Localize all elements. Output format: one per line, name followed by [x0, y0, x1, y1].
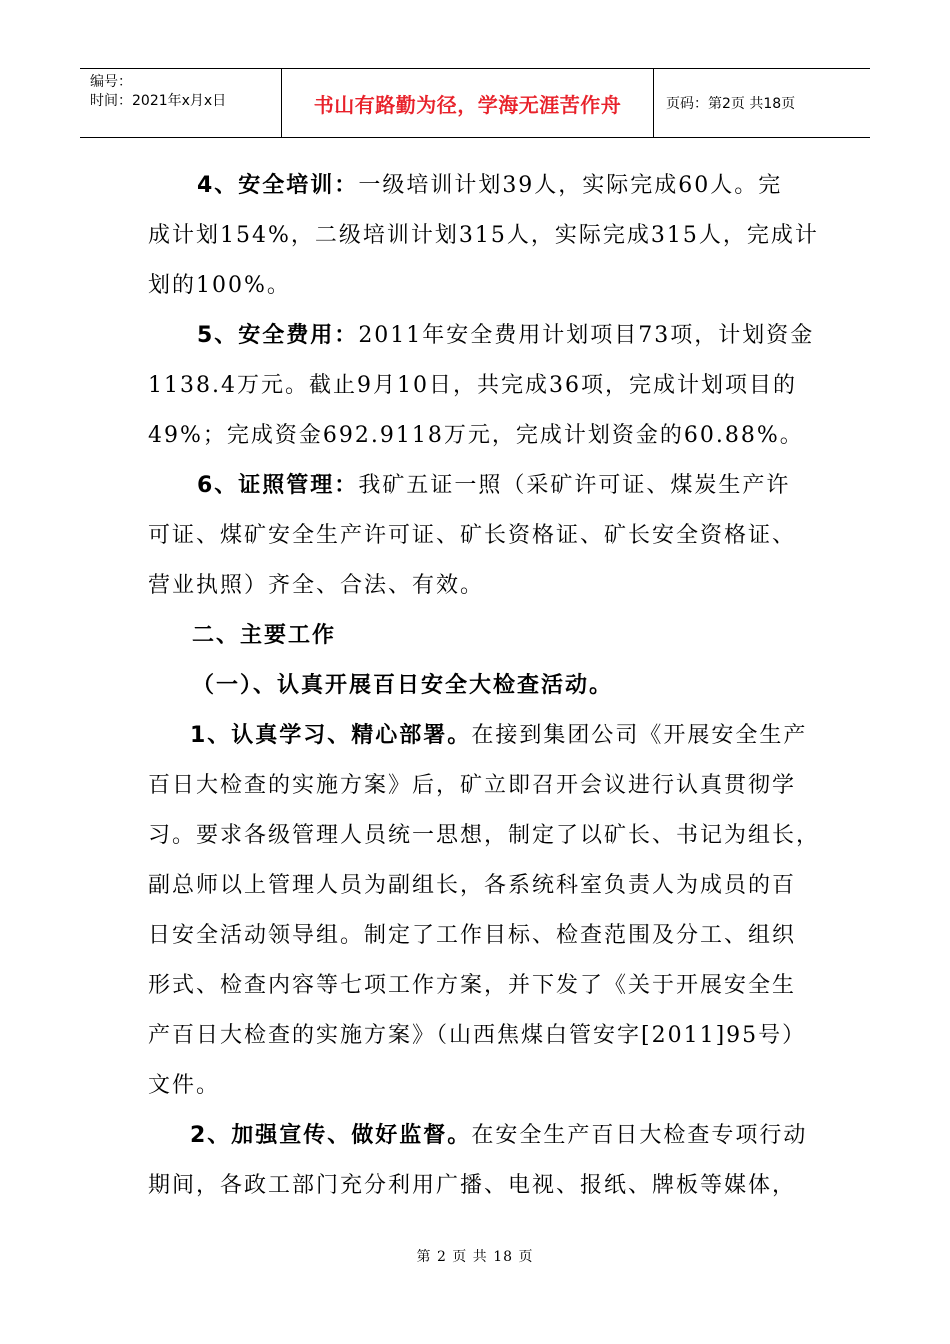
paragraph-line [190, 1121, 807, 1151]
subsection-heading: （一）、认真开展百日安全大检查活动。 [192, 673, 614, 698]
paragraph-line: 可证、煤矿安全生产许可证、矿长资格证、矿长安全资格证、 [148, 523, 797, 548]
paragraph-heading: 5、安全费用： [197, 323, 359, 348]
paragraph-text: 我矿五证一照（采矿许可证、煤炭生产许 [358, 473, 791, 498]
document-number-label: 编号： [90, 74, 132, 90]
paragraph-heading: 4、安全培训： [197, 173, 359, 198]
document-time-label: 时间：2021年x月x日 [90, 93, 227, 109]
paragraph-text: 在安全生产百日大检查专项行动 [471, 1123, 808, 1148]
section-heading: 二、主要工作 [192, 623, 337, 648]
paragraph-heading: 1、认真学习、精心部署。 [190, 723, 472, 748]
paragraph-line [197, 471, 790, 501]
paragraph-line: 49%；完成资金692.9118万元，完成计划资金的60.88%。 [148, 423, 804, 448]
paragraph-line: 习。要求各级管理人员统一思想，制定了以矿长、书记为组长， [148, 823, 821, 848]
paragraph-line [190, 721, 807, 751]
paragraph-text: 在接到集团公司《开展安全生产 [471, 723, 808, 748]
paragraph-line [197, 171, 782, 201]
paragraph-line: 文件。 [148, 1073, 221, 1098]
paragraph-line: 日安全活动领导组。制定了工作目标、检查范围及分工、组织 [148, 923, 797, 948]
paragraph-line [197, 321, 814, 351]
paragraph-line: 1138.4万元。截止9月10日，共完成36项，完成计划项目的 [148, 373, 797, 398]
paragraph-line: 产百日大检查的实施方案》（山西焦煤白管安字[2011]95号） [148, 1023, 807, 1048]
header-page-info: 页码：第2页 共18页 [666, 96, 796, 112]
paragraph-text: 一级培训计划39人，实际完成60人。完 [358, 173, 783, 198]
header-motto: 书山有路勤为径，学海无涯苦作舟 [282, 69, 654, 137]
paragraph-text: 2011年安全费用计划项目73项，计划资金 [358, 323, 815, 348]
paragraph-heading: 6、证照管理： [197, 473, 359, 498]
paragraph-line: 营业执照）齐全、合法、有效。 [148, 573, 485, 598]
header-meta [80, 69, 282, 137]
paragraph-line: 成计划154%，二级培训计划315人，实际完成315人，完成计 [148, 223, 819, 248]
page-footer: 第 2 页 共 18 页 [416, 1249, 534, 1265]
document-header [80, 68, 870, 138]
paragraph-line: 划的100%。 [148, 273, 291, 298]
paragraph-line: 百日大检查的实施方案》后，矿立即召开会议进行认真贯彻学 [148, 773, 797, 798]
paragraph-line: 形式、检查内容等七项工作方案，并下发了《关于开展安全生 [148, 973, 797, 998]
paragraph-heading: 2、加强宣传、做好监督。 [190, 1123, 472, 1148]
paragraph-line: 期间，各政工部门充分利用广播、电视、报纸、牌板等媒体， [148, 1173, 797, 1198]
paragraph-line: 副总师以上管理人员为副组长，各系统科室负责人为成员的百 [148, 873, 797, 898]
